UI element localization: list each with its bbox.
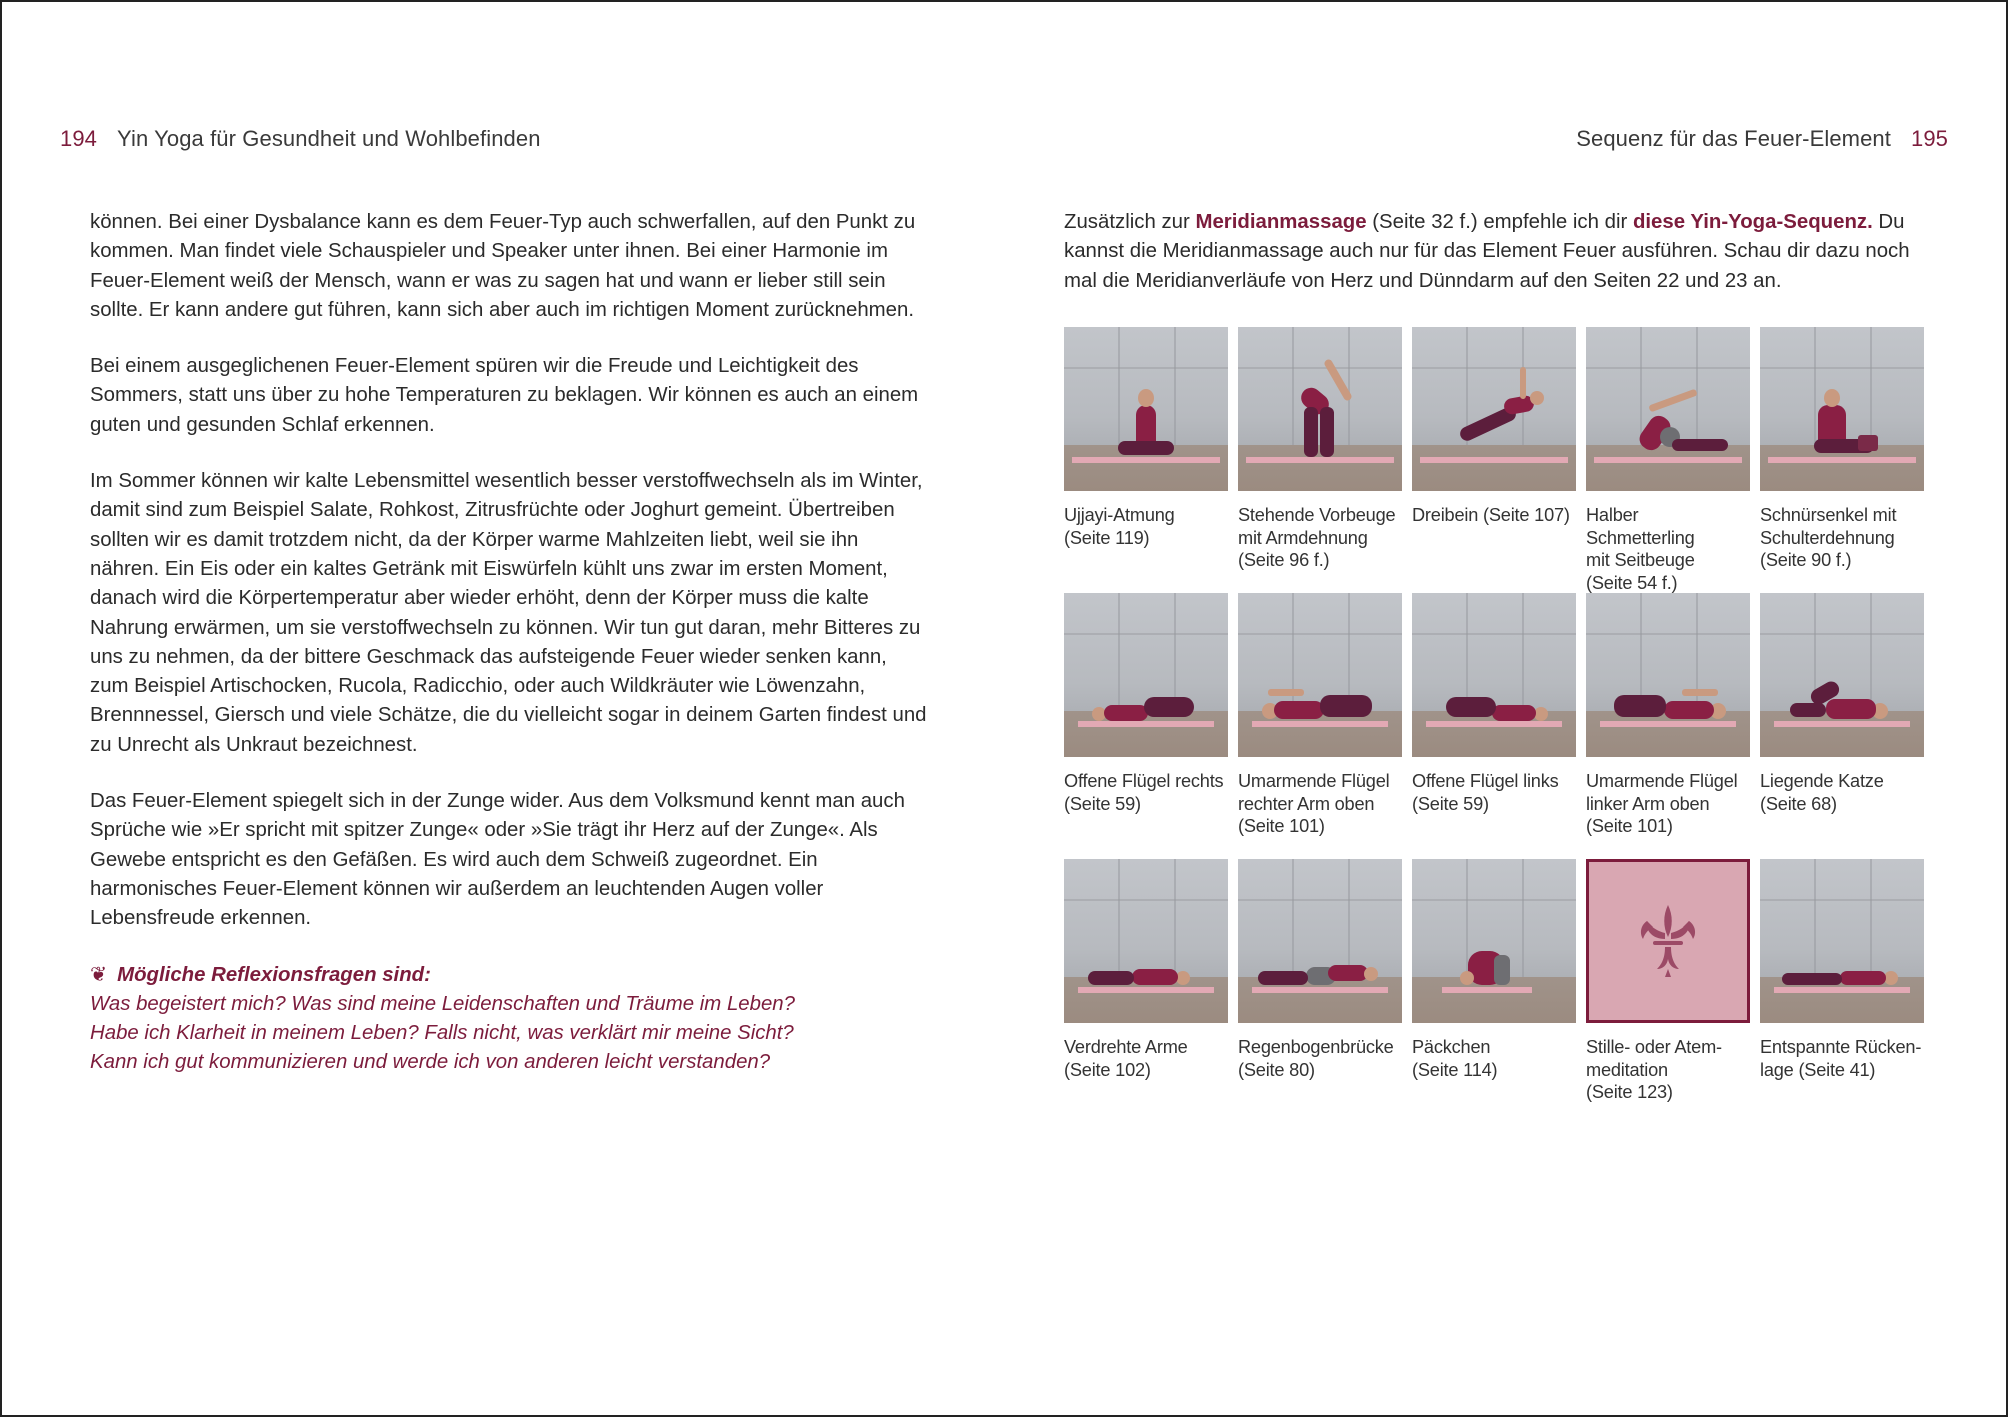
fleur-de-lis-icon <box>1639 903 1697 979</box>
reflection-question: Habe ich Klarheit in meinem Leben? Falls nicht, was verklärt mir meine Sicht? <box>90 1021 794 1044</box>
meditation-tile <box>1586 859 1750 1023</box>
pose-caption: Umarmende Flügel rechter Arm oben (Seite 101) <box>1238 771 1390 837</box>
pose-card <box>1238 859 1402 1125</box>
pose-caption: Regenbogenbrücke (Seite 80) <box>1238 1037 1394 1080</box>
pose-photo <box>1586 327 1750 491</box>
left-header-title: Yin Yoga für Gesundheit und Wohlbefinden <box>117 126 541 151</box>
right-page-intro <box>1064 208 1934 296</box>
body-paragraph: Das Feuer-Element spiegelt sich in der Zunge wider. Aus dem Volksmund kennt man auch Sprüche wie »Er spricht mit spitzer Zunge« oder »Sie trägt ihr Herz auf der Zunge«. Als Gewebe entspricht es den Gefäßen. Es wird auch dem Schweiß zugeordnet. Ein harmonisches Feuer-Element können wir außerdem an leuchtenden Augen voller Lebensfreude erkennen. <box>90 790 905 930</box>
pose-caption: Entspannte Rücken- lage (Seite 41) <box>1760 1037 1922 1080</box>
reflection-question: Was begeistert mich? Was sind meine Leidenschaften und Träume im Leben? <box>90 992 795 1015</box>
right-page-number: 195 <box>1910 126 1948 151</box>
intro-text: Du kannst die Meridianmassage auch nur für das Element Feuer ausführen. Schau dir dazu noch mal die Meridianverläufe von Herz und Dünndarm auf den Seiten 22 und 23 an. <box>1064 211 1910 292</box>
pose-caption: Stille- oder Atem- meditation (Seite 123) <box>1586 1037 1722 1103</box>
intro-bold-meridianmassage: Meridianmassage <box>1195 211 1367 233</box>
pose-card <box>1412 593 1576 859</box>
right-header-title: Sequenz für das Feuer-Element <box>1576 126 1891 151</box>
pose-card <box>1238 593 1402 859</box>
pose-card <box>1238 327 1402 593</box>
pose-card <box>1064 593 1228 859</box>
pose-card <box>1760 593 1924 859</box>
body-paragraph: Im Sommer können wir kalte Lebensmittel wesentlich besser verstoffwechseln als im Winter, damit sind zum Beispiel Salate, Rohkost, Zitrusfrüchte oder Joghurt gemeint. Übertreiben sollten wir es damit trotzdem nicht, da der Körper warme Mahlzeiten liebt, weil sie ihn nähren. Ein Eis oder ein kaltes Getränk mit Eiswürfeln kühlt uns zwar im ersten Moment, danach wird die Körpertemperatur aber wieder erhöht, denn der Körper muss die kalte Nahrung erwärmen, um sie verstoffwechseln zu können. Wir tun gut daran, mehr Bitteres zu uns zu nehmen, da der bittere Geschmack das aufsteigende Feuer wieder senken kann, zum Beispiel Artischocken, Rucola, Radicchio, oder auch Wildkräuter wie Löwenzahn, Brennnessel, Giersch und viele Schätze, die du vielleicht sogar in deinem Garten findest und zu Unrecht als Unkraut bezeichnest. <box>90 470 927 756</box>
reflection-question: Kann ich gut kommunizieren und werde ich von anderen leicht verstanden? <box>90 1051 771 1074</box>
pose-photo <box>1064 859 1228 1023</box>
pose-caption: Verdrehte Arme (Seite 102) <box>1064 1037 1188 1080</box>
pose-caption: Ujjayi-Atmung (Seite 119) <box>1064 505 1175 548</box>
intro-text: (Seite 32 f.) empfehle ich dir <box>1366 211 1633 233</box>
right-running-header <box>1576 126 1948 152</box>
pose-photo <box>1760 859 1924 1023</box>
reflection-heading <box>90 961 930 990</box>
pose-card <box>1064 327 1228 593</box>
pose-photo <box>1238 593 1402 757</box>
pose-photo <box>1238 327 1402 491</box>
pose-photo <box>1064 327 1228 491</box>
pose-photo <box>1412 859 1576 1023</box>
pose-card <box>1760 327 1924 593</box>
pose-photo <box>1412 327 1576 491</box>
pose-photo <box>1760 327 1924 491</box>
pose-caption: Liegende Katze (Seite 68) <box>1760 771 1884 814</box>
pose-card <box>1586 859 1750 1125</box>
pose-photo <box>1412 593 1576 757</box>
intro-bold-sequence: diese Yin-Yoga-Sequenz. <box>1632 211 1873 233</box>
pose-photo <box>1064 593 1228 757</box>
pose-caption: Umarmende Flügel linker Arm oben (Seite 101) <box>1586 771 1738 837</box>
pose-card <box>1064 859 1228 1125</box>
pose-caption: Dreibein (Seite 107) <box>1412 505 1570 525</box>
pose-card <box>1760 859 1924 1125</box>
pose-photo <box>1586 593 1750 757</box>
body-paragraph: Bei einem ausgeglichenen Feuer-Element spüren wir die Freude und Leichtigkeit des Sommers, statt uns über zu hohe Temperaturen zu beklagen. Wir können es auch an einem guten und gesunden Schlaf erkennen. <box>90 355 919 436</box>
pose-photo <box>1238 859 1402 1023</box>
left-page-body <box>90 208 930 1077</box>
left-running-header <box>60 126 541 152</box>
pose-photo <box>1760 593 1924 757</box>
intro-text: Zusätzlich zur <box>1064 211 1196 233</box>
pose-caption: Offene Flügel links (Seite 59) <box>1412 771 1559 814</box>
pose-card <box>1412 859 1576 1125</box>
pose-grid <box>1064 327 1924 1125</box>
fleur-icon: ❦ <box>90 963 108 986</box>
pose-caption: Halber Schmetterling mit Seitbeuge (Seite 54 f.) <box>1586 505 1695 593</box>
pose-caption: Stehende Vorbeuge mit Armdehnung (Seite 96 f.) <box>1238 505 1396 571</box>
left-page-number: 194 <box>60 126 98 151</box>
pose-caption: Päckchen (Seite 114) <box>1412 1037 1498 1080</box>
body-paragraph: können. Bei einer Dysbalance kann es dem Feuer-Typ auch schwerfallen, auf den Punkt zu kommen. Man findet viele Schauspieler und Speaker unter ihnen. Bei einer Harmonie im Feuer-Element weiß der Mensch, wann er was zu sagen hat und wann er lieber still sein sollte. Er kann andere gut führen, kann sich aber auch im richtigen Moment zurücknehmen. <box>90 211 916 321</box>
pose-card <box>1586 327 1750 593</box>
reflection-title: Mögliche Reflexionsfragen sind: <box>117 963 431 986</box>
pose-caption: Schnürsenkel mit Schulterdehnung (Seite 90 f.) <box>1760 505 1897 571</box>
pose-card <box>1412 327 1576 593</box>
pose-card <box>1586 593 1750 859</box>
pose-caption: Offene Flügel rechts (Seite 59) <box>1064 771 1224 814</box>
